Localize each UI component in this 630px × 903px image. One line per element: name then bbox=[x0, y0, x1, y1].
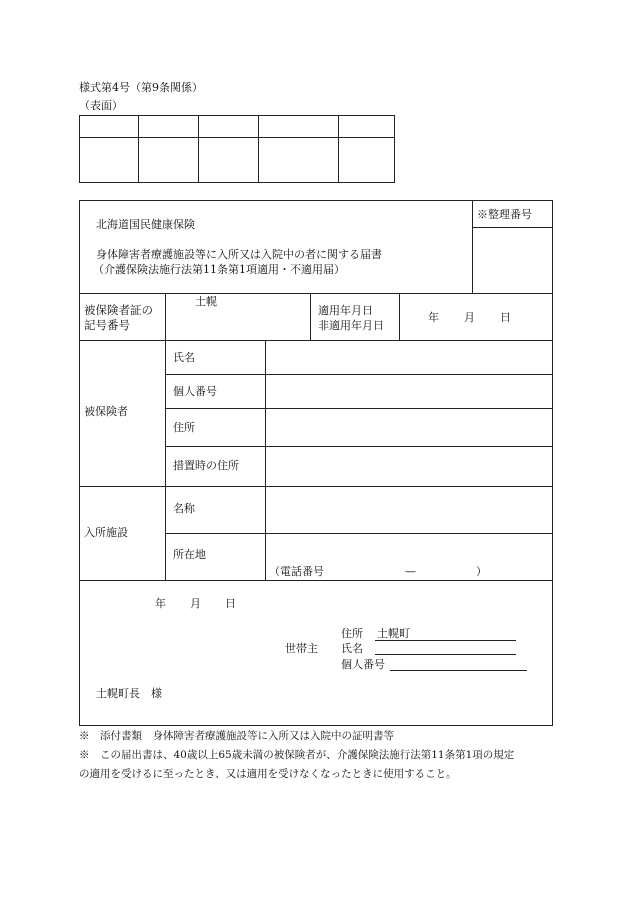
facility-name-label: 名称 bbox=[173, 502, 195, 515]
col-line bbox=[310, 293, 311, 340]
side-label: （表面） bbox=[79, 99, 123, 112]
stamp-grid-col-line bbox=[258, 115, 259, 182]
hh-personal-number-label: 個人番号 bbox=[341, 658, 385, 671]
phone-label: （電話番号 bbox=[269, 565, 324, 578]
insured-card-prefix: 土幌 bbox=[195, 295, 217, 308]
hh-address-underline[interactable] bbox=[375, 640, 516, 641]
address-field[interactable] bbox=[267, 410, 549, 445]
attachment-note: ※ 添付書類 身体障害者療護施設等に入所又は入院中の証明書等 bbox=[79, 730, 394, 742]
ref-box-left-line bbox=[472, 200, 473, 293]
non-apply-date-label: 非適用年月日 bbox=[318, 319, 384, 332]
submit-year: 年 bbox=[155, 597, 166, 610]
form-number: 様式第4号（第9条関係） bbox=[79, 81, 203, 94]
row-line bbox=[165, 408, 552, 409]
stamp-grid-row-line bbox=[79, 137, 394, 138]
address-at-measure-label: 措置時の住所 bbox=[173, 459, 239, 472]
row-line bbox=[79, 293, 552, 294]
hh-name-underline[interactable] bbox=[375, 654, 516, 655]
col-line bbox=[265, 340, 266, 580]
insured-card-number-field[interactable] bbox=[167, 310, 307, 338]
address-label: 住所 bbox=[173, 421, 195, 434]
insurer-name: 北海道国民健康保険 bbox=[96, 218, 195, 231]
personal-number-label: 個人番号 bbox=[173, 385, 217, 398]
name-field[interactable] bbox=[267, 342, 549, 374]
col-line bbox=[399, 293, 400, 340]
usage-note-line2: の適用を受けるに至ったとき、又は適用を受けなくなったときに使用すること。 bbox=[79, 768, 457, 780]
row-line bbox=[165, 533, 552, 534]
form-title: 身体障害者療護施設等に入所又は入院中の者に関する届書 bbox=[96, 248, 382, 261]
facility-location-field[interactable] bbox=[267, 535, 549, 563]
col-line bbox=[165, 293, 166, 580]
hh-address-label: 住所 bbox=[341, 627, 363, 640]
ref-number-label: ※整理番号 bbox=[477, 208, 532, 221]
submit-month: 月 bbox=[190, 597, 201, 610]
hh-address-prefix: 土幌町 bbox=[377, 627, 410, 640]
stamp-grid-border bbox=[79, 115, 395, 183]
row-line bbox=[165, 374, 552, 375]
row-line bbox=[79, 486, 552, 487]
row-line bbox=[79, 340, 552, 341]
personal-number-field[interactable] bbox=[267, 376, 549, 407]
phone-dash: — bbox=[405, 565, 416, 578]
row-line bbox=[79, 580, 552, 581]
ref-box-mid-line bbox=[472, 227, 552, 228]
submit-day: 日 bbox=[225, 597, 236, 610]
address-at-measure-field[interactable] bbox=[267, 448, 549, 485]
stamp-grid-col-line bbox=[138, 115, 139, 182]
householder-label: 世帯主 bbox=[285, 642, 318, 655]
insured-card-label: 被保険者証の bbox=[84, 303, 153, 317]
form-subtitle: （介護保険法施行法第11条第1項適用・不適用届） bbox=[93, 263, 345, 276]
insured-section-label: 被保険者 bbox=[84, 405, 128, 418]
stamp-grid-col-line bbox=[338, 115, 339, 182]
facility-location-label: 所在地 bbox=[173, 548, 206, 561]
apply-date-label: 適用年月日 bbox=[318, 304, 373, 317]
facility-section-label: 入所施設 bbox=[84, 526, 128, 539]
stamp-grid-col-line bbox=[198, 115, 199, 182]
name-label: 氏名 bbox=[173, 351, 195, 364]
apply-date-month: 月 bbox=[464, 311, 475, 324]
apply-date-day: 日 bbox=[500, 311, 511, 324]
usage-note-line1: ※ この届出書は、40歳以上65歳未満の被保険者が、介護保険法施行法第11条第1項の規定 bbox=[79, 749, 515, 761]
phone-close: ） bbox=[476, 565, 487, 578]
addressee: 土幌町長 様 bbox=[96, 687, 162, 700]
insured-card-label-line2: 記号番号 bbox=[84, 318, 130, 332]
hh-name-label: 氏名 bbox=[341, 642, 363, 655]
ref-number-field[interactable] bbox=[474, 229, 550, 291]
row-line bbox=[165, 446, 552, 447]
apply-date-year: 年 bbox=[428, 311, 439, 324]
facility-name-field[interactable] bbox=[267, 488, 549, 532]
hh-personal-number-underline[interactable] bbox=[390, 670, 527, 671]
